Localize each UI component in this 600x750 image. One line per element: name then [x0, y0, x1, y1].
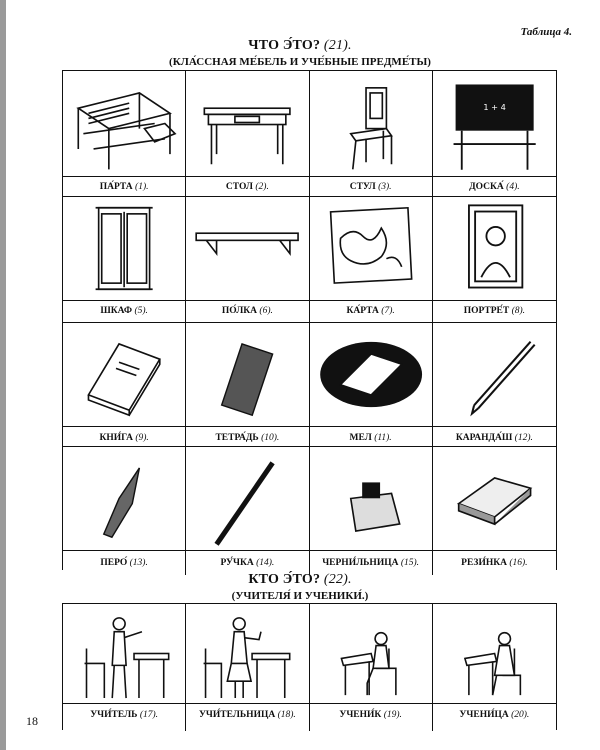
- caption-8: ПОРТРЕ́Т (8).: [433, 301, 556, 323]
- caption-6: ПО́ЛКА (6).: [186, 301, 309, 323]
- caption-14: РУ́ЧКА (14).: [186, 551, 309, 575]
- chalk-icon: [310, 323, 432, 426]
- section1-title-text: ЧТО Э́ТО?: [248, 38, 321, 53]
- pencil-icon: [433, 323, 556, 426]
- caption-2: СТОЛ (2).: [186, 177, 309, 197]
- section1-subtitle: (КЛА́ССНАЯ МЕ́БЕЛЬ И УЧЕ́БНЫЕ ПРЕДМЕ́ТЫ): [169, 56, 431, 68]
- picture-wardrobe: [63, 197, 186, 301]
- page-number: 18: [26, 714, 38, 728]
- caption-7: КА́РТА (7).: [310, 301, 433, 323]
- pen-icon: [186, 447, 308, 550]
- table-label: Таблица 4.: [520, 26, 572, 38]
- picture-pen: [186, 447, 309, 551]
- picture-student-girl: [433, 604, 556, 704]
- picture-inkwell: [310, 447, 433, 551]
- picture-eraser: [433, 447, 556, 551]
- picture-desk: [63, 71, 186, 177]
- caption-18: УЧИ́ТЕЛЬНИЦА (18).: [186, 704, 309, 731]
- nib-icon: [63, 447, 185, 550]
- picture-pencil: [433, 323, 556, 427]
- caption-11: МЕЛ (11).: [310, 427, 433, 447]
- caption-3: СТУЛ (3).: [310, 177, 433, 197]
- picture-teacher-female: [186, 604, 309, 704]
- picture-chalk: [310, 323, 433, 427]
- caption-12: КАРАНДА́Ш (12).: [433, 427, 556, 447]
- picture-map: [310, 197, 433, 301]
- picture-portrait: [433, 197, 556, 301]
- portrait-icon: [433, 197, 556, 300]
- chair-icon: [310, 71, 432, 176]
- student-boy-icon: [310, 604, 432, 703]
- teacher-female-icon: [186, 604, 308, 703]
- notebook-icon: [186, 323, 308, 426]
- teacher-male-icon: [63, 604, 185, 703]
- section2-title: [0, 572, 600, 588]
- table-icon: [186, 71, 308, 176]
- map-icon: [310, 197, 432, 300]
- section2-title-text: КТО Э́ТО?: [248, 572, 321, 587]
- section2-subtitle: (УЧИТЕЛЯ́ И УЧЕНИКИ́.): [231, 590, 369, 602]
- section1-title: [0, 38, 600, 54]
- picture-nib: [63, 447, 186, 551]
- shelf-icon: [186, 197, 308, 300]
- picture-student-boy: [310, 604, 433, 704]
- caption-19: УЧЕНИ́К (19).: [310, 704, 433, 731]
- caption-15: ЧЕРНИ́ЛЬНИЦА (15).: [310, 551, 433, 575]
- caption-4: ДОСКА́ (4).: [433, 177, 556, 197]
- picture-notebook: [186, 323, 309, 427]
- caption-5: ШКАФ (5).: [63, 301, 186, 323]
- section2-title-number: (22).: [323, 572, 352, 587]
- picture-book: [63, 323, 186, 427]
- caption-9: КНИ́ГА (9).: [63, 427, 186, 447]
- section2-picture-grid: [62, 603, 557, 730]
- student-girl-icon: [433, 604, 556, 703]
- section1-picture-grid: [62, 70, 557, 570]
- wardrobe-icon: [63, 197, 185, 300]
- inkwell-icon: [310, 447, 432, 550]
- caption-16: РЕЗИ́НКА (16).: [433, 551, 556, 575]
- picture-shelf: [186, 197, 309, 301]
- section1-title-number: (21).: [323, 38, 352, 53]
- caption-13: ПЕРО́ (13).: [63, 551, 186, 575]
- caption-17: УЧИ́ТЕЛЬ (17).: [63, 704, 186, 731]
- picture-teacher-male: [63, 604, 186, 704]
- caption-10: ТЕТРА́ДЬ (10).: [186, 427, 309, 447]
- book-icon: [63, 323, 185, 426]
- picture-table: [186, 71, 309, 177]
- svg-text:1 + 4: 1 + 4: [483, 102, 506, 113]
- caption-1: ПА́РТА (1).: [63, 177, 186, 197]
- page-edge: [0, 0, 6, 750]
- blackboard-icon: [433, 71, 556, 176]
- caption-20: УЧЕНИ́ЦА (20).: [433, 704, 556, 731]
- desk-icon: [63, 71, 185, 176]
- picture-blackboard: [433, 71, 556, 177]
- picture-chair: [310, 71, 433, 177]
- eraser-icon: [433, 447, 556, 550]
